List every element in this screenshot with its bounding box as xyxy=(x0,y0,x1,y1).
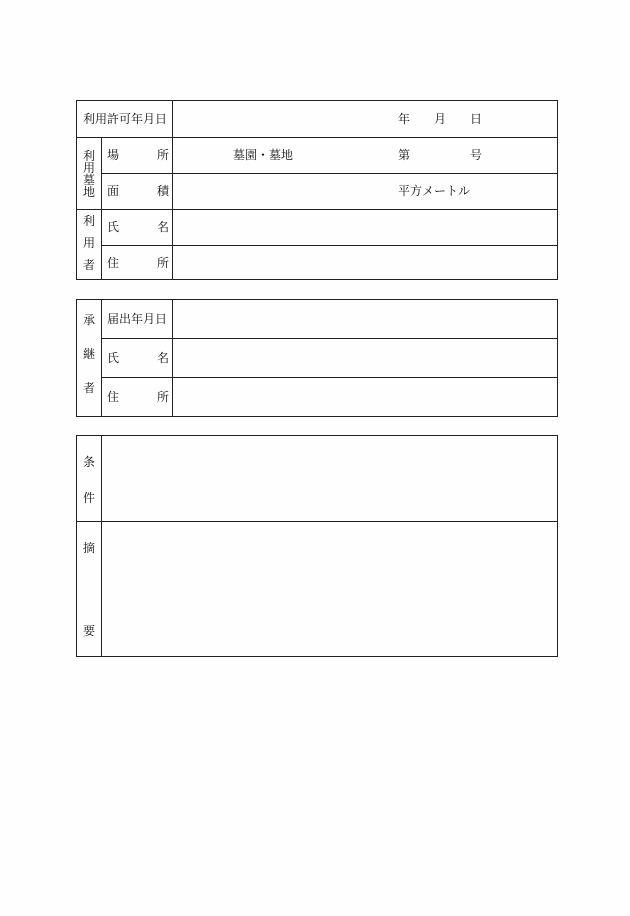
successor-address-label-b: 所 xyxy=(157,390,170,404)
successor-label xyxy=(77,314,101,394)
conditions-table xyxy=(76,435,558,657)
divider xyxy=(101,137,102,280)
plot-number-dai: 第 xyxy=(398,148,411,162)
conditions-label-char: 件 xyxy=(82,491,95,505)
grave-label-char: 用 xyxy=(82,161,95,175)
user-label-char: 者 xyxy=(82,258,95,272)
successor-name-label-a: 氏 xyxy=(107,351,120,365)
successor-name-label-b: 名 xyxy=(157,351,170,365)
divider xyxy=(172,300,173,416)
user-group-label xyxy=(77,215,101,271)
divider xyxy=(77,521,557,522)
user-name-label-b: 名 xyxy=(157,220,170,234)
divider xyxy=(101,338,557,339)
successor-label-char: 者 xyxy=(82,381,95,395)
grave-label-char: 利 xyxy=(82,149,95,163)
successor-label-char: 継 xyxy=(82,347,95,361)
conditions-label xyxy=(77,456,101,504)
divider xyxy=(77,137,557,138)
report-date-label: 届出年月日 xyxy=(107,312,168,326)
grave-group-label xyxy=(77,150,101,198)
location-label-b: 所 xyxy=(157,148,170,162)
divider xyxy=(77,209,557,210)
permit-table xyxy=(76,100,558,280)
summary-label-char: 要 xyxy=(83,624,96,638)
permit-month-unit: 月 xyxy=(434,112,447,126)
location-label-a: 場 xyxy=(107,148,120,162)
permit-date-label: 利用許可年月日 xyxy=(83,112,168,126)
user-name-label-a: 氏 xyxy=(107,220,120,234)
user-address-label-a: 住 xyxy=(107,256,120,270)
divider xyxy=(101,173,557,174)
user-label-char: 利 xyxy=(82,214,95,228)
successor-address-label-a: 住 xyxy=(107,390,120,404)
summary-label-char: 摘 xyxy=(83,541,96,555)
divider xyxy=(101,300,102,416)
user-label-char: 用 xyxy=(82,236,95,250)
plot-number-go: 号 xyxy=(470,148,483,162)
divider xyxy=(172,101,173,280)
divider xyxy=(101,436,102,656)
grave-label-char: 地 xyxy=(82,185,95,199)
permit-year-unit: 年 xyxy=(398,112,411,126)
area-label-a: 面 xyxy=(107,184,120,198)
successor-label-char: 承 xyxy=(82,313,95,327)
divider xyxy=(101,377,557,378)
successor-table xyxy=(76,299,558,417)
permit-day-unit: 日 xyxy=(470,112,483,126)
grave-label-char: 墓 xyxy=(82,173,95,187)
cemetery-text: 墓園・墓地 xyxy=(233,148,294,162)
divider xyxy=(101,245,557,246)
conditions-label-char: 条 xyxy=(82,455,95,469)
user-address-label-b: 所 xyxy=(157,256,170,270)
area-unit: 平方メートル xyxy=(398,184,471,198)
area-label-b: 積 xyxy=(157,184,170,198)
